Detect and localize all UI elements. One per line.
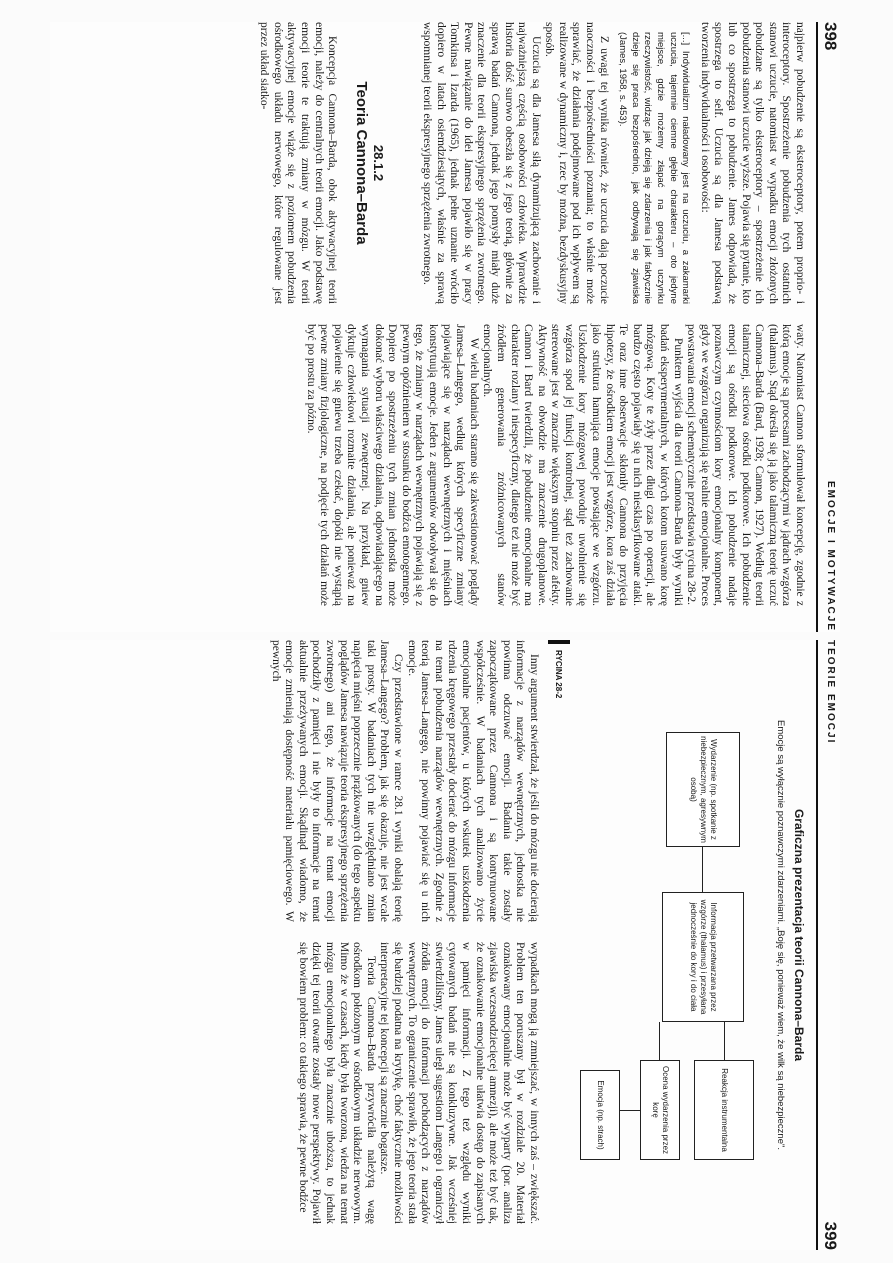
figure-label-text: RYCINA 28-2 xyxy=(554,650,564,699)
page-header xyxy=(816,22,840,632)
arrow-line xyxy=(724,1022,725,1060)
paragraph: Inny argument stwierdzał, że jeśli do mózgu nie docierają informacje z narządów wewnętrznych, jednostka nie powinna odczuwać emocji. Badania takie zostały zapoczątkowane przez Cannona i są kontynuowane współcześnie. W badaniach tych analizowano życie emocjonalne pacjentów, u których wskutek uszkodzenia rdzenia kręgowego przestały docierać do mózgu informacje na temat pobudzenia narządów wewnętrznych. Zgodnie z teorią Jamesa–Langego, nie powinny pojawiać się u nich emocje. xyxy=(405,640,540,922)
paragraph: Czy przedstawione w ramce 28.1 wyniki obalają teorię Jamesa–Langego? Problem, jak się okazuje, nie jest wcale taki prosty. W badaniach tych nie uwzględniano zmian napięcia mięśni poprzecznie prążkowanych (do tego aspektu poglądów Jamesa nawiązuje teoria ekspresyjnego sprzężenia zwrotnego) ani tego, że informacje na temat emocji pochodziły z pamięci i nie były to informacje na temat aktualnie przeżywanych emocji. Skądinąd wiadomo, że emocje zmieniają dostępność materiału pamięciowego. W pewnych xyxy=(269,640,405,922)
arrow-line xyxy=(620,1110,640,1111)
figure-caption: Emocje są wyłącznie poznawczymi zdarzeniami. „Boję się, ponieważ wiem, że wilk są niebezpieczne". xyxy=(775,720,786,1150)
figure-label xyxy=(548,640,570,698)
box-reaction: Reakcja instrumentalna xyxy=(694,1060,754,1160)
paragraph: Koncepcja Cannona–Barda, obok aktywacyjnej teorii emocji, należy do centralnych teorii emocji. Jako podstawę emocji teorie te traktują zmiany w mózgu. W teorii aktywacyjnej emocje wiąże się z poziomem pobudzenia ośrodkowego układu nerwowego, które regulowane jest przez układ siatko- xyxy=(258,22,339,304)
label-bar xyxy=(548,640,570,644)
running-head: TEORIE EMOCJI xyxy=(825,640,836,745)
text-column-2 xyxy=(295,942,540,1224)
running-head: EMOCJE I MOTYWACJE xyxy=(825,480,836,632)
arrow-line xyxy=(659,1022,660,1060)
box-stimulus: Wydarzenie (np. spotkanie z niebezpiecznym, agresywnym osobą) xyxy=(666,732,740,847)
page-header xyxy=(816,640,840,1250)
box-thalamus: Informacja przetwarzana przez wzgórze (thalamus) i przesyłana jednocześnie do kory i do ciała xyxy=(662,892,744,1022)
paragraph: najpierw pobudzenie są eksteroceptory, potem proprio- i interoceptory. Spostrzeżenie pobudzenia tych ostatnich stanowi uczucie, natomiast w wypadku emocji złożonych pobudzane są tylko eksteroceptory – spostrzeżenie ich pobudzenia stanowi uczucie wyższe. Pojawia się pytanie, kto lub co spostrzega to pobudzenie. James odpowiada, że spostrzega to self. Uczucia są dla Jamesa podstawą tworzenia indywidualności i osobowości: xyxy=(698,22,806,304)
page-number: 399 xyxy=(821,1221,840,1250)
box-appraisal: Ocena wydarzenia przez korę xyxy=(640,1060,680,1160)
arrow-line xyxy=(702,847,703,892)
paragraph: Punktem wyjścia dla teorii Cannona–Barda były wyniki badań eksperymentalnych, w których kotom usuwano korę mózgową. Koty te żyły przez długi czas po operacji, ale bardzo często pojawiały się u nich niesklasyfikowane ataki. Te oraz inne obserwacje skłoniły Cannona do przyjęcia hipotezy, że ośrodkiem emocji jest wzgórze, kora zaś działa jako struktura hamująca emocje powstające we wzgórzu. Uszkodzenie kory mózgowej powoduje uwolnienie się wzgórza spod jej funkcji kontrolnej, stąd też zachowanie stereowane jest w znacznie większym stopniu przez afekty. Aktywność na obwodzie ma znaczenie drugoplanowe. Cannon i Bard twierdzili, że pobudzenie emocjonalne ma charakter rozlany i niespecyficzny, dlatego też nie może być źródłem generowania zróżnicowanych stanów emocjonalnych. xyxy=(481,324,684,606)
text-column-1 xyxy=(257,22,806,304)
paragraph: Uczucia są dla Jamesa siłą dynamizującą zachowanie i najważniejszą częścią osobowości człowieka. Wprawdzie historia dość surowo obeszła się z jego teorią, głównie za sprawą badań Cannona, jednak jego pomysły miały duże znaczenie dla teorii ekspresyjnego sprzężenia zwrotnego. Pewne nawiązanie do idei Jamesa pojawiło się w pracy Tomkinsa i Izarda (1965), jednak pełne uznanie wróciło dopiero w latach osiemdziesiątych, właśnie za sprawą wspomnianej teorii ekspresyjnego sprzężenia zwrotnego. xyxy=(420,22,542,304)
page-398 xyxy=(50,22,840,632)
section-title: Teoria Cannona–Barda xyxy=(352,81,370,245)
paragraph: Teoria Cannona–Barda przywróciła należytą wagę ośrodkom położonym w ośrodkowym układzie nerwowym. Mimo że w czasach, kiedy była tworzona, wiedza na temat mózgu emocjonalnego była znacznie uboższa, to jednak dzięki tej teorii otwarte zostały nowe perspektywy. Pojawił się bowiem problem: co takiego sprawia, że pewne bodźce xyxy=(296,942,377,1224)
text-column-1 xyxy=(268,640,540,922)
paragraph: waty. Natomiast Cannon sformułował koncepcję, zgodnie z którą emocje są procesami zachodzącymi w jądrach wzgórza (thalamus). Stąd określa się ją jako talamiczną teorię uczuć Cannona–Barda (Bard, 1928; Cannon, 1927). Według teorii talamicznej, sieciowa ośrodki podkorowe. Ich pobudzenie emocji są ośrodki podkorowe. Ich pobudzenie nadaje poznawczym czynnościom kory emocjonalny komponent, gdyż we wzgórzu organizują się realnie emocjonalne. Proces powstawania emocji schematycznie przedstawia rycina 28-2. xyxy=(685,324,806,606)
section-number: 28.1.2 xyxy=(371,144,387,182)
paragraph: W wielu badaniach starano się zakwestionować poglądy Jamesa–Langego, według których specyficzne zmiany pojawiające się w narządach wewnętrznych i mięśniach konstytuują emocje. Jeden z argumentów odwoływał się do tego, że zmiany w narządach wewnętrznych pojawiają się z pewnym opóźnieniem w stosunku do bodźca emotogennego. Dopiero po spostrzeżeniu tych zmian jednostka może dokonać wyboru właściwego działania, odpowiadającego na wymagania sytuacji zewnętrznej. Na przykład, gniew dyktuje człowiekowi rozmaite działania, ale ponieważ na pojawienie się gniewu trzeba czekać, dopóki nie wystąpią pewne zmiany fizjologiczne, na podjęcie tych działań może być po prostu za późno. xyxy=(304,324,480,606)
box-emotion: Emocja (np. strach) xyxy=(580,1070,620,1160)
paragraph: Z uwagi tej wynika również, że uczucia dają poczucie naoczności i bezpośredniości poznania; to właśnie może sprawiać, że działania podejmowane pod ich wpływem są realizowane w dynamiczny i, rzec by można, bezdyskusyjny sposób. xyxy=(543,22,610,304)
page-399 xyxy=(50,640,840,1250)
text-column-2 xyxy=(303,324,806,606)
block-quote: [...] Indywidualizm naładowany jest na uczuciu, a zakamarki uczucia, tajemnie ciemne głębie charakteru – oto jedyne miejsce, gdzie możemy złapać na gorącym uczynku rzeczywistość, widząc jak dzieją się zdarzenia i jak faktycznie dzieje się praca bezpośrednio, jak odbywają się zjawiska (James, 1958, s. 453). xyxy=(617,32,692,304)
figure-title: Graficzna prezentacja teorii Cannona–Barda xyxy=(792,808,806,1062)
page-number: 398 xyxy=(821,22,840,51)
paragraph: wypadkach mogą ją zmniejszać, w innych zaś – zwiększać. Problem ten poruszany był w rozdziale 20. Materiał oznakowany emocjonalnie może być wyparty (por. analiza zjawiska wczesnodziecięcej amnezji), ale może też być tak, że oznakowanie emocjonalne ułatwia dostęp do zapisanych w pamięci informacji. Z tego też względu wyniki cytowanych badań nie są konkluzywne. Jak wcześniej stwierdziliśmy, James uległ sugestiom Langego i ograniczył źródła emocji do informacji pochodzących z narządów wewnętrznych. To ograniczenie sprawiło, że jego teoria stała się bardziej podatna na krytykę, choć faktycznie możliwości interpretacyjne tej koncepcji są znacznie bogatsze. xyxy=(378,942,540,1224)
